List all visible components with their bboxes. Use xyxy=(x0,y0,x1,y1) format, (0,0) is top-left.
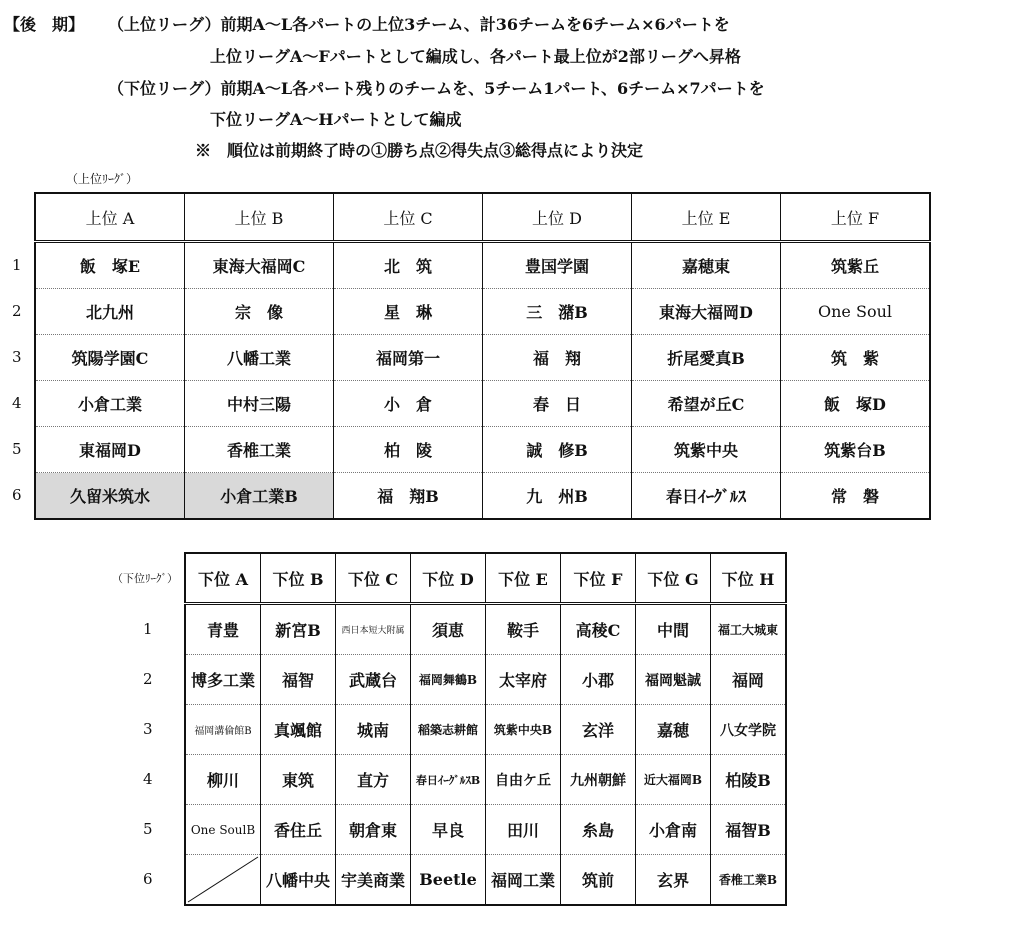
team-cell: 福岡魁誠 xyxy=(636,655,711,705)
row-number: 3 xyxy=(12,348,22,366)
team-cell: 筑紫丘 xyxy=(781,242,931,289)
empty-cell xyxy=(185,855,261,906)
diagonal-slash xyxy=(186,855,260,904)
team-cell: 春日ｲｰｸﾞﾙｽ xyxy=(632,473,781,520)
team-cell: 福工大城東 xyxy=(711,604,787,655)
team-cell: 直方 xyxy=(336,755,411,805)
table-row xyxy=(35,335,930,381)
upper-description-line1: （上位リーグ）前期A～L各パートの上位3チーム、計36チームを6チーム×6パートを xyxy=(108,15,730,34)
team-cell: 福智 xyxy=(261,655,336,705)
team-cell: 筑 紫 xyxy=(781,335,931,381)
row-number: 3 xyxy=(143,720,153,738)
team-cell: 福岡 xyxy=(711,655,787,705)
row-number: 2 xyxy=(12,302,22,320)
team-cell: 宇美商業 xyxy=(336,855,411,906)
team-cell: 柏陵B xyxy=(711,755,787,805)
team-cell: 高稜C xyxy=(561,604,636,655)
team-cell: 八幡中央 xyxy=(261,855,336,906)
team-cell: 希望が丘C xyxy=(632,381,781,427)
team-cell: One Soul xyxy=(781,289,931,335)
team-cell: 誠 修B xyxy=(483,427,632,473)
column-header: 下位 G xyxy=(636,553,711,604)
row-number: 5 xyxy=(12,440,22,458)
team-cell: 柏 陵 xyxy=(334,427,483,473)
column-header: 上位 C xyxy=(334,193,483,242)
team-cell: 糸島 xyxy=(561,805,636,855)
team-cell: Beetle xyxy=(411,855,486,906)
team-cell: 玄洋 xyxy=(561,705,636,755)
row-number: 6 xyxy=(12,486,22,504)
team-cell: 近大福岡B xyxy=(636,755,711,805)
row-number: 5 xyxy=(143,820,153,838)
team-cell: 香椎工業B xyxy=(711,855,787,906)
upper-league-table xyxy=(34,192,931,520)
team-cell: 筑前 xyxy=(561,855,636,906)
team-cell: 鞍手 xyxy=(486,604,561,655)
table-row xyxy=(185,705,786,755)
team-cell: 博多工業 xyxy=(185,655,261,705)
team-cell: 八女学院 xyxy=(711,705,787,755)
lower-description-line1: （下位リーグ）前期A～L各パート残りのチームを、5チーム1パート、6チーム×7パートを xyxy=(108,79,765,98)
table-row xyxy=(185,755,786,805)
team-cell: 折尾愛真B xyxy=(632,335,781,381)
column-header: 下位 C xyxy=(336,553,411,604)
team-cell: 筑紫台B xyxy=(781,427,931,473)
row-number: 4 xyxy=(12,394,22,412)
team-cell: 稲築志耕館 xyxy=(411,705,486,755)
team-cell: 早良 xyxy=(411,805,486,855)
team-cell: 九 州B xyxy=(483,473,632,520)
ranking-note: ※ 順位は前期終了時の①勝ち点②得失点③総得点により決定 xyxy=(195,141,644,160)
team-cell: 福岡工業 xyxy=(486,855,561,906)
column-header: 上位 D xyxy=(483,193,632,242)
row-number: 4 xyxy=(143,770,153,788)
column-header: 上位 A xyxy=(35,193,185,242)
team-cell: 星 琳 xyxy=(334,289,483,335)
team-cell: 城南 xyxy=(336,705,411,755)
table-row xyxy=(185,655,786,705)
team-cell: 小 倉 xyxy=(334,381,483,427)
team-cell: 福岡舞鶴B xyxy=(411,655,486,705)
team-cell: 田川 xyxy=(486,805,561,855)
column-header: 下位 A xyxy=(185,553,261,604)
team-cell: 東海大福岡C xyxy=(185,242,334,289)
table-row xyxy=(35,381,930,427)
team-cell: 福 翔B xyxy=(334,473,483,520)
season-label: 【後 期】 xyxy=(4,15,85,34)
lower-league-table xyxy=(184,552,787,906)
team-cell: 小倉工業B xyxy=(185,473,334,520)
team-cell: One SoulB xyxy=(185,805,261,855)
column-header: 上位 B xyxy=(185,193,334,242)
team-cell: 福岡第一 xyxy=(334,335,483,381)
team-cell: 久留米筑水 xyxy=(35,473,185,520)
team-cell: 北 筑 xyxy=(334,242,483,289)
team-cell: 福 翔 xyxy=(483,335,632,381)
team-cell: 玄界 xyxy=(636,855,711,906)
team-cell: 自由ケ丘 xyxy=(486,755,561,805)
upper-league-caption: （上位ﾘｰｸﾞ） xyxy=(66,172,139,186)
team-cell: 筑紫中央B xyxy=(486,705,561,755)
team-cell: 青豊 xyxy=(206,621,239,640)
upper-description-line2: 上位リーグA～Fパートとして編成し、各パート最上位が2部リーグへ昇格 xyxy=(210,47,741,66)
team-cell: 筑紫中央 xyxy=(632,427,781,473)
team-cell: 香椎工業 xyxy=(185,427,334,473)
team-cell: 嘉穂 xyxy=(636,705,711,755)
team-cell: 福岡講倫館B xyxy=(185,705,261,755)
column-header: 下位 D xyxy=(411,553,486,604)
table-row xyxy=(185,604,786,655)
team-cell: 常 磐 xyxy=(781,473,931,520)
team-cell: 真颯館 xyxy=(261,705,336,755)
table-row xyxy=(185,855,786,906)
team-cell: 飯 塚E xyxy=(79,257,141,276)
team-cell: 須恵 xyxy=(411,604,486,655)
row-number: 1 xyxy=(12,256,22,274)
team-cell: 春 日 xyxy=(483,381,632,427)
team-cell: 西日本短大附属 xyxy=(336,604,411,655)
team-cell: 春日ｲｰｸﾞﾙｽB xyxy=(411,755,486,805)
team-cell: 東福岡D xyxy=(35,427,185,473)
header-row xyxy=(185,553,786,604)
column-header: 下位 F xyxy=(561,553,636,604)
team-cell: 新宮B xyxy=(261,604,336,655)
team-cell: 東筑 xyxy=(261,755,336,805)
column-header: 下位 E xyxy=(486,553,561,604)
team-cell: 東海大福岡D xyxy=(632,289,781,335)
team-cell: 嘉穂東 xyxy=(632,242,781,289)
header-row xyxy=(35,193,930,242)
lower-league-caption: （下位ﾘｰｸﾞ） xyxy=(112,572,178,585)
table-row xyxy=(35,473,930,520)
team-cell: 宗 像 xyxy=(185,289,334,335)
team-cell: 小郡 xyxy=(561,655,636,705)
table-row xyxy=(35,427,930,473)
column-header: 上位 E xyxy=(632,193,781,242)
team-cell: 太宰府 xyxy=(486,655,561,705)
table-row xyxy=(35,242,930,289)
team-cell: 朝倉東 xyxy=(336,805,411,855)
column-header: 上位 F xyxy=(781,193,931,242)
team-cell: 九州朝鮮 xyxy=(561,755,636,805)
team-cell: 小倉工業 xyxy=(35,381,185,427)
lower-description-line2: 下位リーグA～Hパートとして編成 xyxy=(210,110,462,129)
row-number: 1 xyxy=(143,620,153,638)
team-cell: 香住丘 xyxy=(261,805,336,855)
column-header: 下位 B xyxy=(261,553,336,604)
team-cell: 八幡工業 xyxy=(185,335,334,381)
team-cell: 豊国学園 xyxy=(483,242,632,289)
team-cell: 福智B xyxy=(711,805,787,855)
team-cell: 中間 xyxy=(636,604,711,655)
team-cell: 武蔵台 xyxy=(336,655,411,705)
team-cell: 三 潴B xyxy=(483,289,632,335)
team-cell: 筑陽学園C xyxy=(35,335,185,381)
team-cell: 北九州 xyxy=(35,289,185,335)
team-cell: 柳川 xyxy=(185,755,261,805)
team-cell: 飯 塚D xyxy=(781,381,931,427)
column-header: 下位 H xyxy=(711,553,787,604)
table-row xyxy=(35,289,930,335)
row-number: 6 xyxy=(143,870,153,888)
team-cell: 小倉南 xyxy=(636,805,711,855)
table-row xyxy=(185,805,786,855)
row-number: 2 xyxy=(143,670,153,688)
team-cell: 中村三陽 xyxy=(185,381,334,427)
